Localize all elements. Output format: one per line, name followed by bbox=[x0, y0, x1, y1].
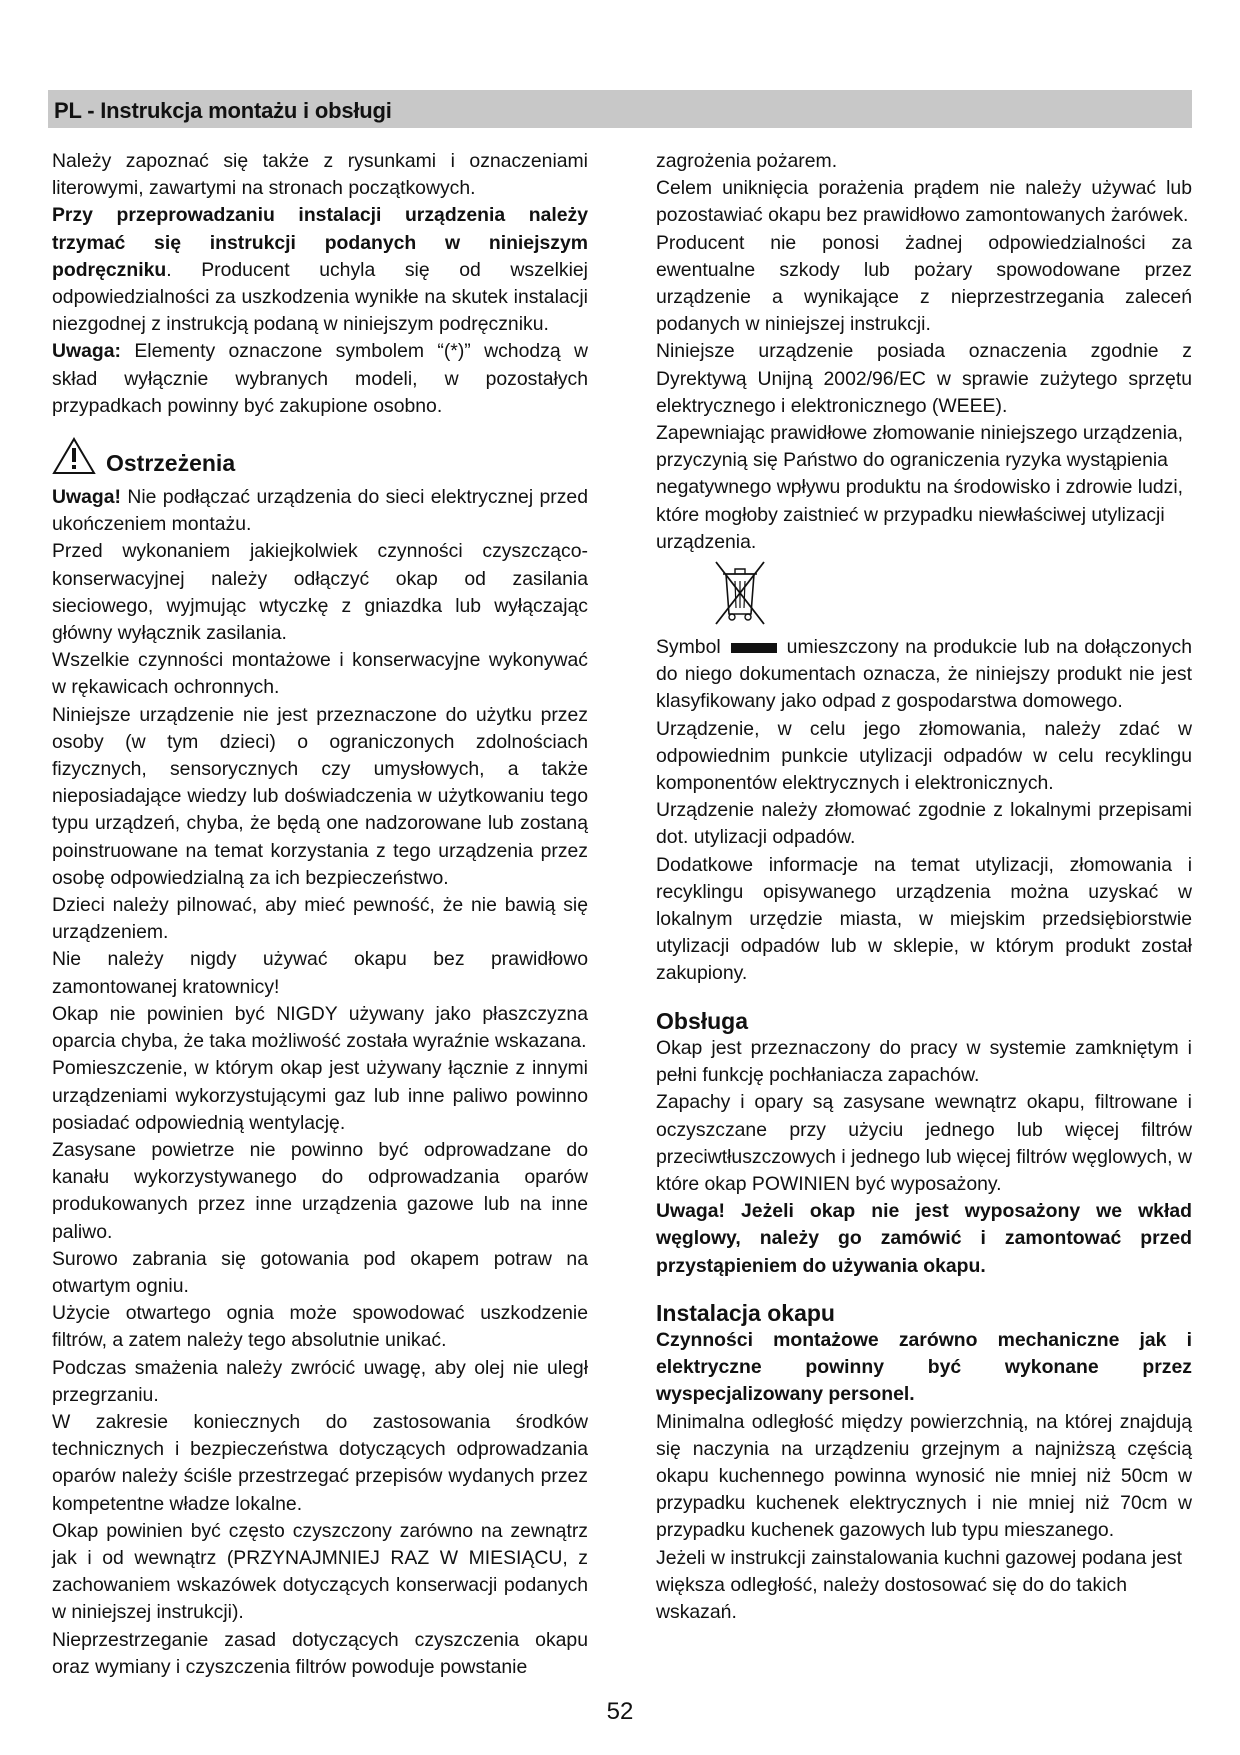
warning-paragraph: Okap powinien być często czyszczony zarówno na zewnątrz jak i od wewnątrz (PRZYNAJMNIEJ RAZ W MIESIĄCU, z zachowaniem wskazówek dotyczących konserwacji podanych w niniejszej instrukcji). bbox=[52, 1519, 588, 1624]
warning-paragraph: Pomieszczenie, w którym okap jest używany łącznie z innymi urządzeniami wykorzystującymi gaz lub inne paliwo powinno posiadać odpowiednią wentylację. bbox=[52, 1057, 588, 1134]
disposal-paragraph: Dodatkowe informacje na temat utylizacji, złomowania i recyklingu opisywanego urządzenia można uzyskać w lokalnym urzędzie miasta, w miejskim przedsiębiorstwie utylizacji odpadów lub w sklepie, w którym produkt został zakupiony. bbox=[656, 853, 1192, 985]
usage-title: Obsługa bbox=[656, 1007, 749, 1034]
installation-bold-paragraph bbox=[656, 1327, 1192, 1409]
models-note-text: Elementy oznaczone symbolem “(*)” wchodzą w skład wyłącznie wybranych modeli, w pozostałych przypadkach powinny być zakupione osobno. bbox=[52, 340, 588, 417]
install-note-text: . Producent uchyla się od wszelkiej odpowiedzialności za uszkodzenia wynikłe na skutek instalacji niezgodnej z instrukcją podaną w niniejszym podręczniku. bbox=[52, 258, 588, 336]
warning-paragraph: Nie należy nigdy używać okapu bez prawidłowo zamontowanej kratownicy! bbox=[52, 948, 588, 998]
warnings-title: Ostrzeżenia bbox=[106, 450, 236, 477]
warning-label: Uwaga! bbox=[52, 486, 121, 509]
warning-paragraph: Dzieci należy pilnować, aby mieć pewność, że nie bawią się urządzeniem. bbox=[52, 894, 588, 944]
installation-bold-text: Czynności montażowe zarówno mechaniczne jak i elektryczne powinny być wykonane przez wyspecjalizowany personel. bbox=[656, 1328, 1192, 1406]
section-header bbox=[48, 90, 1192, 128]
warning-paragraph: Surowo zabrania się gotowania pod okapem potraw na otwartym ogniu. bbox=[52, 1247, 588, 1297]
warning-paragraph: Producent nie ponosi żadnej odpowiedzialności za ewentualne szkody lub pożary spowodowane przez urządzenie a wynikające z nieprzestrzegania zaleceń podanych w niniejszej instrukcji. bbox=[656, 231, 1192, 336]
intro-paragraph: Należy zapoznać się także z rysunkami i oznaczeniami literowymi, zawartymi na stronach początkowych. bbox=[52, 150, 588, 200]
black-bar-symbol bbox=[731, 643, 777, 653]
warning-paragraph: Wszelkie czynności montażowe i konserwacyjne wykonywać w rękawicach ochronnych. bbox=[52, 649, 588, 699]
symbol-text-after: umieszczony na produkcie lub na dołączonych do niego dokumentach oznacza, że niniejszy produkt nie jest klasyfikowany jako odpad z gospodarstwa domowego. bbox=[656, 636, 1192, 713]
symbol-text-before: Symbol bbox=[656, 636, 721, 659]
warning-triangle-icon bbox=[52, 436, 96, 476]
weee-symbol bbox=[656, 556, 1192, 634]
warning-paragraph: zagrożenia pożarem. bbox=[656, 150, 838, 172]
installation-paragraph: Jeżeli w instrukcji zainstalowania kuchni gazowej podana jest większa odległość, należy dostosować się do do takich wskazań. bbox=[656, 1546, 1182, 1623]
warning-paragraph: W zakresie koniecznych do zastosowania środków technicznych i bezpieczeństwa dotyczących odprowadzania oparów należy ściśle przestrzegać przepisów wydanych przez kompetentne władze lokalne. bbox=[52, 1410, 588, 1515]
symbol-paragraph bbox=[656, 634, 1192, 716]
warning-paragraph: Okap nie powinien być NIGDY używany jako płaszczyzna oparcia chyba, że taka możliwość została wyraźnie wskazana. bbox=[52, 1002, 588, 1053]
disposal-paragraph: Urządzenie, w celu jego złomowania, należy zdać w odpowiednim punkcie utylizacji odpadów w celu recyklingu komponentów elektrycznych i elektronicznych. bbox=[656, 717, 1192, 795]
weee-paragraph: Zapewniając prawidłowe złomowanie niniejszego urządzenia, przyczynią się Państwo do ograniczenia ryzyka wystąpienia negatywnego wpływu produktu na środowisko i zdrowie ludzi, które mogłoby zaistnieć w przypadku niewłaściwej utylizacji urządzenia. bbox=[656, 422, 1184, 553]
installation-title: Instalacja okapu bbox=[656, 1299, 835, 1326]
warning-text: Nie podłączać urządzenia do sieci elektrycznej przed ukończeniem montażu. bbox=[52, 486, 588, 536]
left-column bbox=[52, 148, 588, 1681]
models-note-paragraph bbox=[52, 338, 588, 420]
warning-paragraph bbox=[52, 484, 588, 538]
usage-paragraph: Zapachy i opary są zasysane wewnątrz okapu, filtrowane i oczyszczane przy użyciu jednego lub więcej filtrów przeciwtłuszczowych i jednego lub więcej filtrów węglowych, w które okap POWINIEN być wyposażony. bbox=[656, 1091, 1192, 1195]
models-note-label: Uwaga: bbox=[52, 340, 121, 363]
usage-bold-paragraph bbox=[656, 1198, 1192, 1280]
warning-paragraph: Podczas smażenia należy zwrócić uwagę, aby olej nie uległ przegrzaniu. bbox=[52, 1356, 588, 1406]
page-number: 52 bbox=[606, 1698, 634, 1725]
install-note-bold: Przy przeprowadzaniu instalacji urządzenia należy trzymać się instrukcji podanych w niniejszym podręczniku bbox=[52, 204, 588, 281]
warnings-heading bbox=[52, 436, 588, 484]
warning-paragraph: Nieprzestrzeganie zasad dotyczących czyszczenia okapu oraz wymiany i czyszczenia filtrów powoduje powstanie bbox=[52, 1628, 588, 1678]
installation-paragraph: Minimalna odległość między powierzchnią, na której znajdują się naczynia na urządzeniu grzejnym a najniższą częścią okapu kuchennego powinna wynosić nie mniej niż 50cm w przypadku kuchenek elektrycznych i nie mniej niż 70cm w przypadku kuchenek gazowych lub typu mieszanego. bbox=[656, 1410, 1192, 1542]
warning-paragraph: Zasysane powietrze nie powinno być odprowadzane do kanału wykorzystywanego do odprowadzania oparów produkowanych przez inne urządzenia gazowe lub na inne paliwo. bbox=[52, 1138, 588, 1243]
crossed-bin-icon bbox=[712, 558, 768, 628]
page-title: PL - Instrukcja montażu i obsługi bbox=[54, 98, 392, 123]
usage-paragraph: Okap jest przeznaczony do pracy w systemie zamkniętym i pełni funkcję pochłaniacza zapachów. bbox=[656, 1036, 1192, 1087]
warning-paragraph: Użycie otwartego ognia może spowodować uszkodzenie filtrów, a zatem należy tego absolutnie unikać. bbox=[52, 1302, 588, 1352]
warning-paragraph: Przed wykonaniem jakiejkolwiek czynności czyszcząco-konserwacyjnej należy odłączyć okap od zasilania sieciowego, wyjmując wtyczkę z gniazdka lub wyłączając główny wyłącznik zasilania. bbox=[52, 540, 588, 645]
warning-paragraph: Celem uniknięcia porażenia prądem nie należy używać lub pozostawiać okapu bez prawidłowo zamontowanych żarówek. bbox=[656, 177, 1192, 227]
disposal-paragraph: Urządzenie należy złomować zgodnie z lokalnymi przepisami dot. utylizacji odpadów. bbox=[656, 799, 1192, 849]
install-note-paragraph bbox=[52, 202, 588, 338]
weee-paragraph: Niniejsze urządzenie posiada oznaczenia zgodnie z Dyrektywą Unijną 2002/96/EC w sprawie zużytego sprzętu elektrycznego i elektronicznego (WEEE). bbox=[656, 340, 1192, 417]
usage-bold-text: Uwaga! Jeżeli okap nie jest wyposażony we wkład węglowy, należy go zamówić i zamontować przed przystąpieniem do używania okapu. bbox=[656, 1200, 1192, 1277]
right-column bbox=[656, 148, 1192, 1626]
warning-paragraph: Niniejsze urządzenie nie jest przeznaczone do użytku przez osoby (w tym dzieci) o ograniczonych zdolnościach fizycznych, sensorycznych czy umysłowych, a także nieposiadające wiedzy lub doświadczenia w użytkowaniu tego typu urządzeń, chyba, że będą one nadzorowane lub zostaną poinstruowane na temat korzystania z tego urządzenia przez osobę odpowiedzialną za ich bezpieczeństwo. bbox=[52, 703, 588, 889]
